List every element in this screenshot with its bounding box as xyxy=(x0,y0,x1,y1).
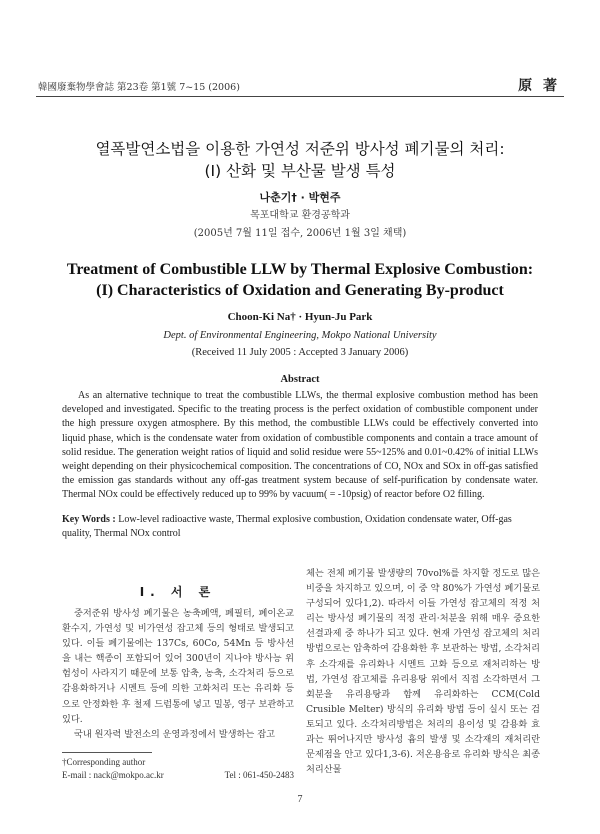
keywords-label: Key Words : xyxy=(62,514,116,525)
korean-received-dates: (2005년 7월 11일 접수, 2006년 1월 3일 채택) xyxy=(193,228,407,239)
english-title-line1: Treatment of Combustible LLW by Thermal Explosive Combustion: xyxy=(66,261,534,278)
english-affiliation: Dept. of Environmental Engineering, Mokpo National University xyxy=(163,330,437,341)
english-title xyxy=(0,259,600,301)
keywords xyxy=(62,513,538,541)
intro-paragraph-2: 국내 원자력 발전소의 운영과정에서 발생하는 잡고 xyxy=(74,728,275,740)
right-column xyxy=(306,566,540,777)
english-title-line2: (I) Characteristics of Oxidation and Generating By-product xyxy=(96,282,504,299)
abstract-heading: Abstract xyxy=(280,374,320,385)
footnote-corresponding: †Corresponding author xyxy=(62,757,146,767)
journal-citation: 韓國廢棄物學會誌 第23卷 第1號 7~15 (2006) xyxy=(38,82,240,93)
left-column xyxy=(62,583,294,742)
footnote-email: E-mail : nack@mokpo.ac.kr xyxy=(62,770,164,780)
footnote-rule xyxy=(62,752,152,753)
korean-title-line1: 열폭발연소법을 이용한 가연성 저준위 방사성 폐기물의 처리: xyxy=(95,140,505,158)
page-number: 7 xyxy=(297,794,303,805)
keywords-text: Low-level radioactive waste, Thermal explosive combustion, Oxidation condensate water, Off-gas quality, Thermal NOx control xyxy=(62,514,512,539)
intro-paragraph-1: 중저준위 방사성 폐기물은 농축폐액, 폐필터, 폐이온교환수지, 가연성 및 비가연성 잡고체 등의 형태로 발생되고 있다. 이들 폐기물에는 137Cs, 60Co, 54Mn 등 방사선을 내는 핵종이 포함되어 있어 300년이 지나야 방사능 위험성이 사라지기 때문에 보통 압축, 농축, 소각처리 등으로 감용화하거나 시멘트 등에 의한 고화처리 또는 유리화 등으로 안정화한 후 철제 드럼통에 넣고 밀봉, 영구 보관하고 있다. xyxy=(62,608,294,725)
korean-affiliation: 목포대학교 환경공학과 xyxy=(250,210,350,221)
abstract-text: As an alternative technique to treat the combustible LLWs, the thermal explosive combustion method has been developed and investigated. Specific to the treating process is the perfect oxidation of combustible component under the high pressure oxygen atmosphere. By this method, the combustible LLWs could be effectively converted into liquid phase, which is the condensate water from oxidation of combustible components and contain a trace amount of solid residue. The generation weight ratios of liquid and solid residue were 55~125% and 0.01~0.42% of initial LLWs weight depending on their physicochemical composition. The concentrations of CO, NOx and SOx in off-gas satisfied the emission gas standards without any off-gas treatment system because of self-purification by condensate water. Thermal NOx could be effectively reduced up to 99% by vacuum( = -10psig) of reactor before O2 filling. xyxy=(62,390,538,501)
intro-paragraph-continued: 체는 전체 폐기물 발생량의 70vol%를 차지할 정도로 많은 비중을 차지하고 있으며, 이 중 약 80%가 가연성 폐기물로 구성되어 있다1,2). 따라서 이들 가연성 잡고체의 적정 처리는 방사성 폐기물의 적정 관리·처분을 위해 매우 중요한 선결과제 중 하나가 되고 있다. 현재 가연성 잡고체의 처리방법으로는 압축하여 감용화한 후 보관하는 방법, 소각처리 후 소각재를 유리화나 시멘트 고화 등으로 재처리하는 방법, 가연성 잡고체를 유리용탕 위에서 직접 소각하면서 그 회분을 유리용탕과 함께 유리화하는 CCM(Cold Crusible Melter) 방식의 유리화 방법 등이 실시 또는 검토되고 있다. 소각처리방법은 처리의 용이성 및 감용화 효과는 뛰어나지만 방사성 흄의 발생 및 소각재의 재처리란 문제점을 안고 있다1,3-6). 저온용융로 유리화 방식은 최종 처리산물 xyxy=(306,568,540,776)
header-rule xyxy=(36,96,564,97)
korean-title xyxy=(0,138,600,182)
footnote-tel: Tel : 061-450-2483 xyxy=(224,770,294,780)
article-type-tag: 原 著 xyxy=(518,78,560,94)
korean-title-line2: (I) 산화 및 부산물 발생 특성 xyxy=(204,162,396,180)
section-heading-introduction: I. 서 론 xyxy=(139,585,217,599)
english-authors: Choon-Ki Na† · Hyun-Ju Park xyxy=(227,311,373,323)
korean-authors: 나춘기† · 박현주 xyxy=(259,191,341,204)
footnote-contact xyxy=(62,770,294,780)
english-received-dates: (Received 11 July 2005 : Accepted 3 January 2006) xyxy=(191,347,409,358)
